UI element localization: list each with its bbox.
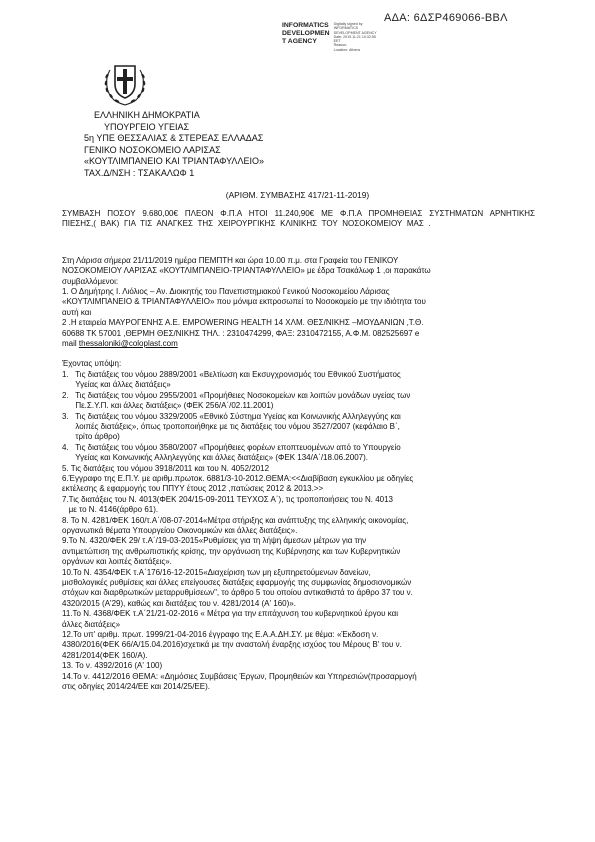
list-item: οργανωτικά θέματα Υπουργείου Οικονομικών και άλλες διατάξεις». [62,525,298,535]
intro-line: 2 .Η εταιρεία ΜΑΥΡΟΓΕΝΗΣ Α.Ε. EMPOWERING HEALTH 14 ΧΛΜ. ΘΕΣ/ΝΙΚΗΣ –ΜΟΥΔΑΝΙΩΝ ,Τ.Θ. [62,318,424,328]
header-line: ΥΠΟΥΡΓΕΙΟ ΥΓΕΙΑΣ [104,121,190,132]
stamp-detail-line: Digitally signed by [333,22,363,26]
mail-label: mail [62,339,77,349]
list-item: 14.Το ν. 4412/2016 ΘΕΜΑ: «Δημόσιες Συμβάσεις Έργων, Προμηθειών και Υπηρεσιών(προσαρμογή [62,671,417,681]
list-item: 12.Το υπ' αριθμ. πρωτ. 1999/21-04-2016 έγγραφο της Ε.Α.Α.ΔΗ.ΣΥ. με θέμα: «Έκδοση ν. [62,630,379,640]
list-item: 5. Τις διατάξεις του νόμου 3918/2011 και του Ν. 4052/2012 [62,463,270,473]
list-item: τρίτο άρθρο) [62,432,120,442]
list-item: 6.Έγγραφο της Ε.Π.Υ. με αριθμ.πρωτοκ. 6881/3-10-2012.ΘΕΜΑ:<<Διαβίβαση εγκυκλίου με οδηγίες [62,473,414,483]
list-item: 4. Τις διατάξεις του νόμου 3580/2007 «Προμήθειες φορέων εποπτευομένων από το Υπουργείο [62,442,401,452]
stamp-detail-line: DEVELOPMENT AGENCY [333,30,377,35]
email-link[interactable]: thessaloniki@coloplast.com [78,339,178,349]
intro-line: αυτή και [62,307,92,317]
list-item: Υγείας και Κοινωνικής Αλληλεγγύης και άλλες διατάξεις» (ΦΕΚ 134/Α΄/18.06.2007). [62,453,368,463]
list-item: 4380/2016(ΦΕΚ 66/Α/15.04.2016)σχετικά με την αναστολή έναρξης ισχύος του Μέρους Β' του ν. [62,640,402,650]
greek-coat-of-arms-icon [96,58,154,108]
contract-number: (ΑΡΙΘΜ. ΣΥΜΒΑΣΗΣ 417/21-11-2019) [225,190,370,200]
list-item: αντιμετώπιση της ανθρωπιστικής κρίσης, την οργάνωση της Κυβέρνησης και των Κυβερνητικών [62,546,401,556]
intro-line: Στη Λάρισα σήμερα 21/11/2019 ημέρα ΠΕΜΠΤΗ και ώρα 10.00 π.μ. στα Γραφεία του ΓΕΝΙΚΟΥ [62,255,399,265]
intro-line: συμβαλλόμενοι: [62,276,119,286]
intro-line: 60688 ΤΚ 57001 ,ΘΕΡΜΗ ΘΕΣ/ΝΙΚΗΣ ΤΗΛ. : 2310474299, ΦΑΞ: 2310472155, Α.Φ.Μ. 082525697 e [62,328,420,338]
digital-signature-stamp [282,22,432,52]
header-line: ΕΛΛΗΝΙΚΗ ΔΗΜΟΚΡΑΤΙΑ [94,110,200,120]
header-line: «ΚΟΥΤΛΙΜΠΑΝΕΙΟ ΚΑΙ ΤΡΙΑΝΤΑΦΥΛΛΕΙΟ» [84,156,264,167]
stamp-issuer-line: DEVELOPMEN [282,30,330,37]
legal-references-list [62,370,535,693]
intro-line: «ΚΟΥΤΛΙΜΠΑΝΕΙΟ & ΤΡΙΑΝΤΑΦΥΛΛΕΙΟ» που μόνιμα εκπροσωπεί το Νοσοκομείο με την ιδιότητα του [62,297,426,307]
stamp-issuer [282,22,330,52]
list-item: Πε.Σ.Υ.Π. και άλλες διατάξεις» (ΦΕΚ 256/Α΄/02.11.2001) [62,401,274,411]
contract-intro [62,256,535,350]
stamp-details [334,22,377,52]
list-item: 3. Τις διατάξεις του νόμου 3329/2005 «Εθνικό Σύστημα Υγείας και Κοινωνικής Αλληλεγγύης και [62,411,401,421]
contract-subject: ΣΥΜΒΑΣΗ ΠΟΣΟΥ 9.680,00€ ΠΛΕΟΝ Φ.Π.Α ΗΤΟΙ 11.240,90€ ΜΕ Φ.Π.Α ΠΡΟΜΗΘΕΙΑΣ ΣΥΣΤΗΜΑΤΩΝ ΑΡΝΗΤΙΚΗΣ ΠΙΕΣΗΣ,( ΒΑΚ) ΓΙΑ ΤΙΣ ΑΝΑΓΚΕΣ ΤΗΣ ΧΕΙΡΟΥΡΓΙΚΗΣ ΚΛΙΝΙΚΗΣ ΤΟΥ ΝΟΣΟΚΟΜΕΙΟΥ ΜΑΣ . [62,209,535,229]
list-item: 10.Το Ν. 4354/ΦΕΚ τ.Α΄176/16-12-2015«Διαχείριση των μη εξυπηρετούμενων δανείων, [62,567,371,577]
list-item: 1. Τις διατάξεις του νόμου 2889/2001 «Βελτίωση και Εκσυγχρονισμός του Εθνικού Συστήματος [62,369,401,379]
stamp-detail-line: INFORMATICS [333,26,359,31]
stamp-detail-line: Location: Athens [333,47,361,52]
stamp-issuer-line: T AGENCY [282,38,317,45]
list-item: στις οδηγίες 2014/24/ΕΕ και 2014/25/ΕΕ). [62,682,210,692]
list-item: εκτέλεσης & εφαρμογής του ΠΠΥΥ έτους 2012 ,πατώσεις 2012 & 2013.>> [62,484,324,494]
list-item: 8. Το Ν. 4281/ΦΕΚ 160/τ.Α΄/08-07-2014«Μέτρα στήριξης και ανάπτυξης της ελληνικής οικονομίας, [62,515,409,525]
list-item: με το Ν. 4146(άρθρο 61). [62,505,159,515]
list-item: 11.Το Ν. 4368/ΦΕΚ τ.Α΄21/21-02-2016 « Μέτρα για την επιτάχυνση του κυβερνητικού έργου και [62,609,399,619]
list-item: 9.Το Ν. 4320/ΦΕΚ 29/ τ.Α΄/19-03-2015«Ρυθμίσεις για τη λήψη άμεσων μέτρων για την [62,536,367,546]
list-item: λοιπές διατάξεις», όπως τροποποιήθηκε με τις διατάξεις του νόμου 3527/2007 (κεφάλαιο Β΄, [62,421,400,431]
header-line: 5η ΥΠΕ ΘΕΣΣΑΛΙΑΣ & ΣΤΕΡΕΑΣ ΕΛΛΑΔΑΣ [84,133,264,144]
list-item: άλλες διατάξεις» [62,619,121,629]
list-item: οργάνων και λοιπές διατάξεις». [62,557,172,567]
list-item: 4281/2014(ΦΕΚ 160/Α). [62,650,148,660]
considering-heading: Έχοντας υπόψη: [62,359,122,369]
list-item: μισθολογικές ρυθμίσεις και άλλες επείγουσες διατάξεις εφαρμογής της συμφωνίας δημοσιονομικών [62,578,412,587]
issuer-header [80,110,300,180]
document-body [62,209,535,692]
stamp-detail-line: Date: 2019.11.21 10:32:55 [333,34,376,39]
intro-line: ΝΟΣΟΚΟΜΕΙΟΥ ΛΑΡΙΣΑΣ «ΚΟΥΤΛΙΜΠΑΝΕΙΟ-ΤΡΙΑΝΤΑΦΥΛΛΕΙΟ» με έδρα Τσακάλωφ 1 ,οι παρακάτω [62,266,431,276]
header-line: ΤΑΧ.Δ/ΝΣΗ : ΤΣΑΚΑΛΩΦ 1 [84,167,195,178]
stamp-detail-line: Reason: [333,43,347,48]
header-line: ΓΕΝΙΚΟ ΝΟΣΟΚΟΜΕΙΟ ΛΑΡΙΣΑΣ [84,144,221,155]
list-item: στόχων και διαρθρωτικών μεταρρυθμίσεων", το άρθρο 5 του οποίου αντικαθιστά το άρθρο 37 του ν. [62,588,413,598]
ada-code: ΑΔΑ: 6ΔΣΡ469066-ΒΒΛ [384,12,508,24]
list-item: Υγείας και άλλες διατάξεις» [62,380,171,390]
list-item: 2. Τις διατάξεις του νόμου 2955/2001 «Προμήθειες Νοσοκομείων και λοιπών μονάδων υγείας των [62,390,411,400]
list-item: 13. Το ν. 4392/2016 (Α' 100) [62,661,163,671]
intro-line: 1. Ο Δημήτρης Ι. Λιόλιος – Αν. Διοικητής του Πανεπιστημιακού Γενικού Νοσοκομείου Λάρισας [62,287,390,297]
stamp-detail-line: EET [333,39,341,44]
list-item: 7.Τις διατάξεις του Ν. 4013(ΦΕΚ 204/15-09-2011 ΤΕΥΧΟΣ Α΄), τις τροποποιήσεις του Ν. 4013 [62,494,393,504]
email-line [62,339,535,349]
list-item: 4320/2015 (Α'29), καθώς και διατάξεις του ν. 4281/2014 (Α' 160)». [62,598,296,608]
stamp-issuer-line: INFORMATICS [282,22,329,29]
